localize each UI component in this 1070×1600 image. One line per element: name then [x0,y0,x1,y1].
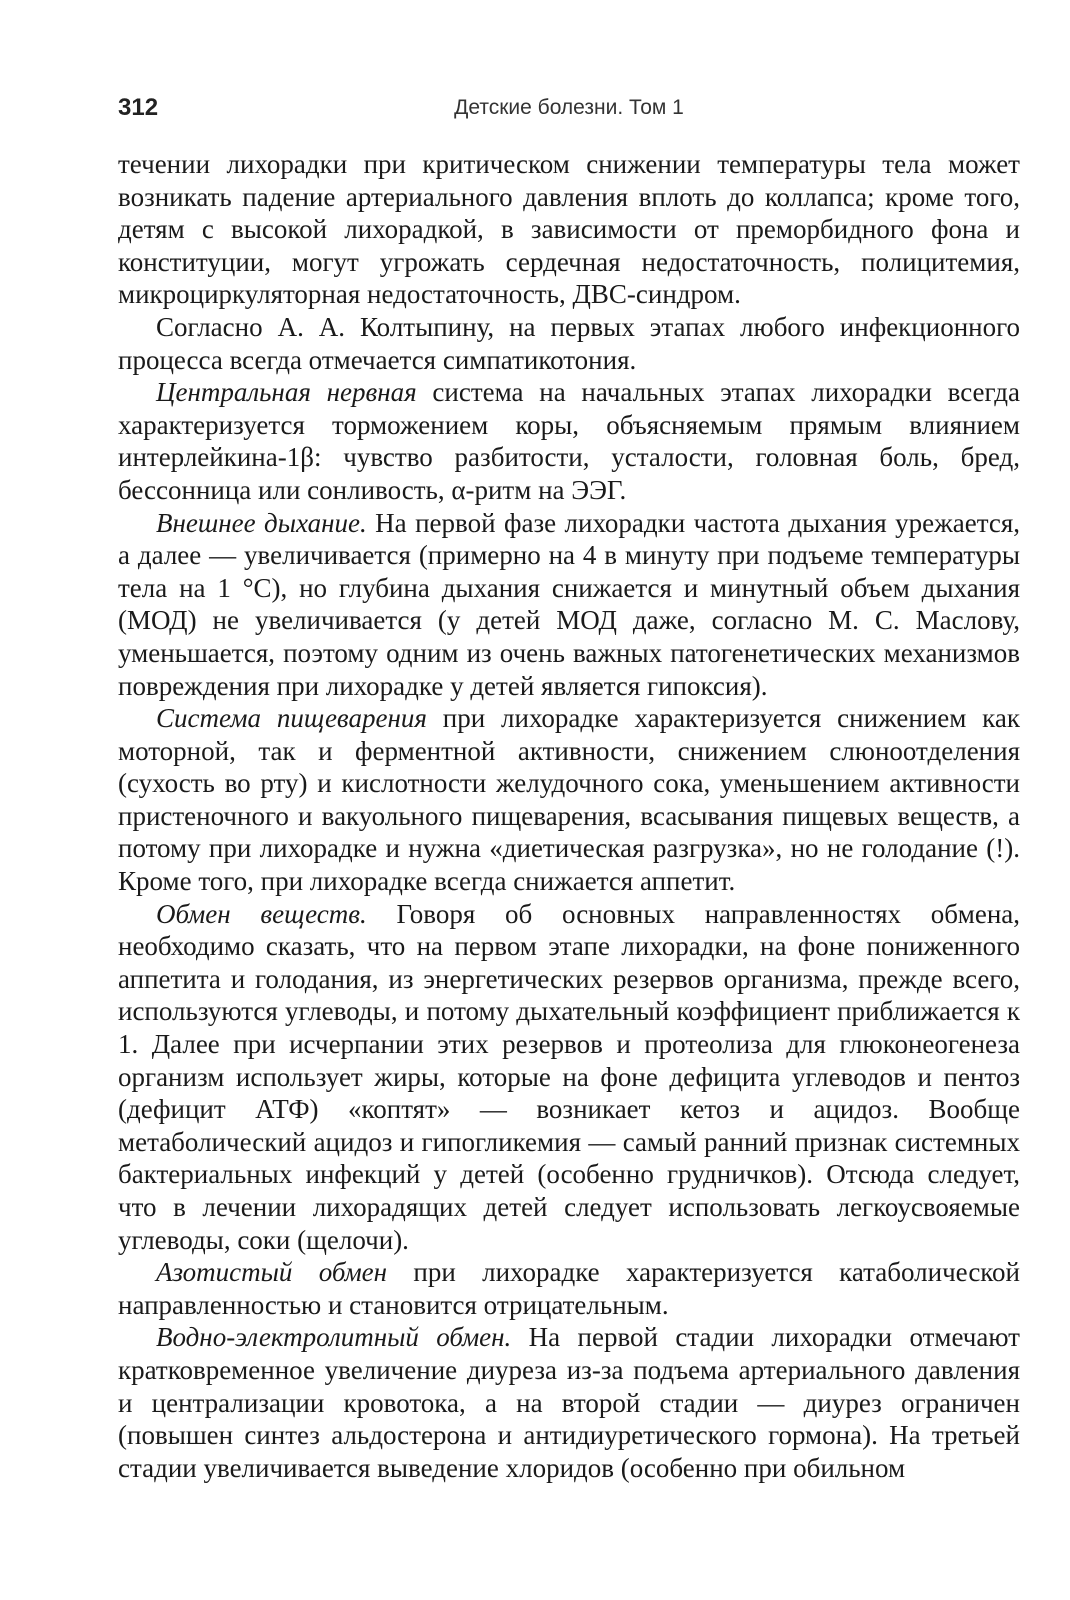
paragraph-continuation [118,148,1020,311]
book-page [118,92,1020,1484]
paragraph-lead-italic: Внешнее дыхание. [156,507,367,538]
paragraph-respiration [118,507,1020,703]
paragraph-water-electrolyte [118,1321,1020,1484]
running-title: Детские болезни. Том 1 [454,96,684,119]
body-text [118,148,1020,1484]
paragraph-lead-italic: Центральная нервная [156,377,417,408]
paragraph-koltypin [118,311,1020,376]
paragraph-text: Согласно А. А. Колтыпину, на первых этапах любого инфекционного процесса всегда отмечается симпатикотония. [118,311,1020,375]
running-header [118,92,1020,132]
paragraph-lead-italic: Система пищеварения [156,703,427,734]
paragraph-text: На первой стадии лихорадки отмечают кратковременное увеличение диуреза из-за подъема артериального давления и централизации кровотока, а на второй стадии — диурез ограничен (повышен синтез альдостерона и антидиуретического гормона). На третьей стадии увеличивается выведение хлоридов (особенно при обильном [118,1322,1020,1483]
paragraph-lead-italic: Азотистый обмен [156,1257,388,1288]
paragraph-lead-italic: Обмен веществ. [156,898,367,929]
paragraph-text: при лихорадке характеризуется катаболической направленностью и становится отрицательным. [118,1257,1020,1320]
paragraph-digestion [118,702,1020,898]
paragraph-lead-italic: Водно-электролитный обмен. [156,1322,512,1353]
paragraph-text: система на начальных этапах лихорадки всегда характеризуется торможением коры, объясняемым прямым влиянием интерлейкина-1β: чувство разбитости, усталости, головная боль, бред, бессонница или сонливость, α-ритм на ЭЭГ. [118,377,1020,505]
paragraph-text: Говоря об основных направленностях обмена, необходимо сказать, что на первом этапе лихорадки, на фоне пониженного аппетита и голодания, из энергетических резервов организма, прежде всего, используются углеводы, и потому дыхательный коэффициент приближается к 1. Далее при исчерпании этих резервов и протеолиза для глюконеогенеза организм использует жиры, которые на фоне дефицита углеводов и пентоз (дефицит АТФ) «коптят» — возникает кетоз и ацидоз. Вообще метаболический ацидоз и гипогликемия — самый ранний признак системных бактериальных инфекций у детей (особенно грудничков). Отсюда следует, что в лечении лихорадящих детей следует использовать легкоусвояемые углеводы, соки (щелочи). [118,898,1020,1255]
paragraph-cns [118,376,1020,506]
paragraph-text: при лихорадке характеризуется снижением как моторной, так и ферментной активности, снижением слюноотделения (сухость во рту) и кислотности желудочного сока, уменьшением активности пристеночного и вакуольного пищеварения, всасывания пищевых веществ, а потому при лихорадке и нужна «диетическая разгрузка», но не голодание (!). Кроме того, при лихорадке всегда снижается аппетит. [118,703,1020,897]
paragraph-text: На первой фазе лихорадки частота дыхания урежается, а далее — увеличивается (примерно на 4 в минуту при подъеме температуры тела на 1 °С), но глубина дыхания снижается и минутный объем дыхания (МОД) не увеличивается (у детей МОД даже, согласно М. С. Маслову, уменьшается, поэтому одним из очень важных патогенетических механизмов повреждения при лихорадке у детей является гипоксия). [118,507,1020,701]
page-number: 312 [118,94,159,121]
paragraph-text: течении лихорадки при критическом снижении температуры тела может возникать падение артериального давления вплоть до коллапса; кроме того, детям с высокой лихорадкой, в зависимости от преморбидного фона и конституции, могут угрожать сердечная недостаточность, полицитемия, микроциркуляторная недостаточность, ДВС-синдром. [118,149,1020,310]
paragraph-metabolism [118,898,1020,1257]
paragraph-nitrogen [118,1256,1020,1321]
